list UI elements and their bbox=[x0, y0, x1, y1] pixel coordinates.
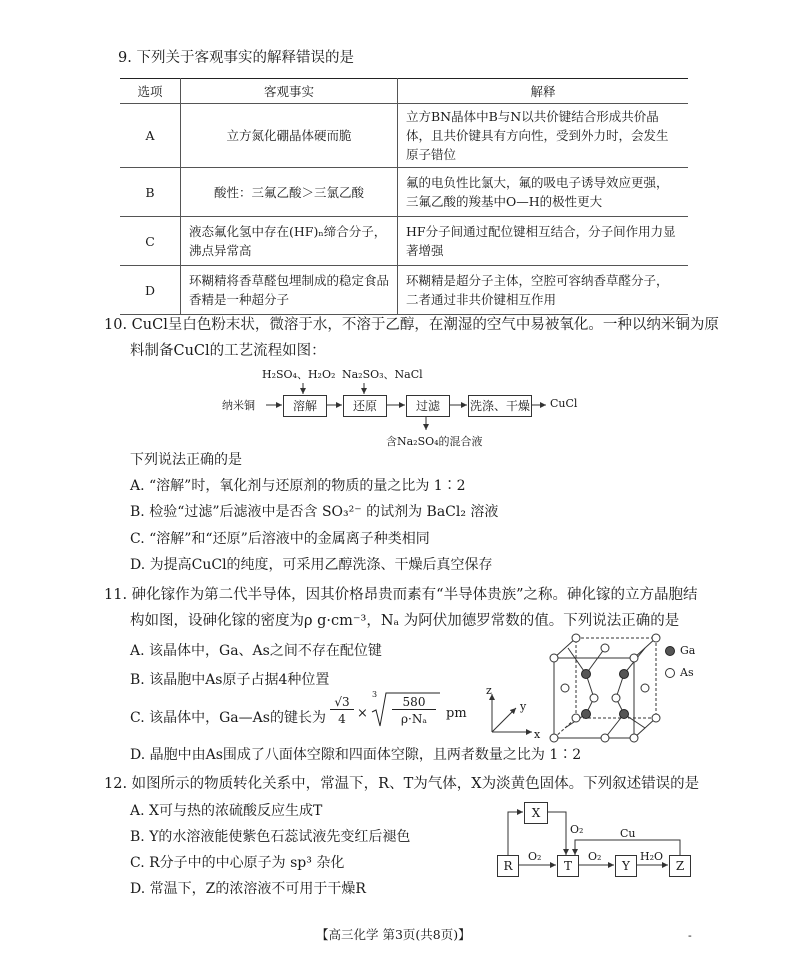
row-option: B bbox=[120, 168, 181, 217]
legend-ga-label: Ga bbox=[680, 644, 696, 657]
question-10-option-c: C. “溶解”和“还原”后溶液中的金属离子种类相同 bbox=[130, 531, 430, 547]
question-10-title-line2: 料制备CuCl的工艺流程如图： bbox=[130, 343, 326, 359]
label-o2-right: O₂ bbox=[588, 850, 602, 863]
question-10-option-a: A. “溶解”时，氧化剂与还原剂的物质的量之比为 1∶2 bbox=[130, 478, 466, 494]
header-option: 选项 bbox=[120, 79, 181, 104]
question-12-option-d: D. 常温下，Z的浓溶液不可用于干燥R bbox=[130, 881, 366, 897]
question-12-option-b: B. Y的水溶液能使紫色石蕊试液先变红后褪色 bbox=[130, 829, 411, 845]
label-cu: Cu bbox=[620, 827, 636, 840]
node-t: T bbox=[557, 855, 579, 877]
row-option: D bbox=[120, 266, 181, 315]
label-o2-left: O₂ bbox=[528, 850, 542, 863]
row-explanation: 环糊精是超分子主体，空腔可容纳香草醛分子，二者通过非共价键相互作用 bbox=[398, 266, 689, 315]
row-fact: 立方氮化硼晶体硬而脆 bbox=[181, 104, 398, 168]
flow-filtrate-label: 含Na₂SO₄的混合液 bbox=[386, 435, 483, 448]
row-option: C bbox=[120, 217, 181, 266]
row-fact: 液态氟化氢中存在(HF)ₙ缔合分子，沸点异常高 bbox=[181, 217, 398, 266]
row-fact: 环糊精将香草醛包埋制成的稳定食品香精是一种超分子 bbox=[181, 266, 398, 315]
row-explanation: 氟的电负性比氯大，氟的吸电子诱导效应更强，三氟乙酸的羧基中O—H的极性更大 bbox=[398, 168, 689, 217]
question-11-option-d: D. 晶胞中由As围成了八面体空隙和四面体空隙，且两者数量之比为 1∶2 bbox=[130, 747, 582, 763]
flow-step-dissolve: 溶解 bbox=[283, 395, 327, 417]
node-r: R bbox=[497, 855, 519, 877]
node-z: Z bbox=[669, 855, 691, 877]
label-h2o: H₂O bbox=[640, 850, 664, 863]
axis-x-label: x bbox=[534, 728, 541, 741]
header-explanation: 解释 bbox=[398, 79, 689, 104]
flow-reagent-2: Na₂SO₃、NaCl bbox=[342, 368, 423, 381]
formula-root-index: 3 bbox=[372, 690, 378, 699]
formula-fraction-denominator: 4 bbox=[338, 712, 346, 726]
question-11-option-c: C. 该晶体中，Ga—As的键长为 bbox=[130, 710, 326, 726]
question-9-title: 9. 下列关于客观事实的解释错误的是 bbox=[118, 50, 354, 66]
row-option: A bbox=[120, 104, 181, 168]
formula-times: × bbox=[357, 706, 368, 721]
question-12-option-c: C. R分子中的中心原子为 sp³ 杂化 bbox=[130, 855, 345, 871]
legend-as-label: As bbox=[680, 666, 694, 679]
question-11-title-line1: 11. 砷化镓作为第二代半导体，因其价格昂贵而素有“半导体贵族”之称。砷化镓的立方晶胞结 bbox=[104, 587, 698, 603]
flow-start-label: 纳米铜 bbox=[222, 399, 255, 412]
formula-inner-denominator: ρ·Nₐ bbox=[401, 712, 427, 726]
question-12-option-a: A. X可与热的浓硫酸反应生成T bbox=[130, 803, 323, 819]
row-explanation: HF分子间通过配位键相互结合，分子间作用力显著增强 bbox=[398, 217, 689, 266]
label-o2-up: O₂ bbox=[570, 823, 584, 836]
formula-inner-numerator: 580 bbox=[392, 695, 436, 710]
footer-mark: - bbox=[688, 929, 692, 942]
flow-end-label: CuCl bbox=[550, 397, 578, 410]
axis-z-label: z bbox=[486, 684, 492, 697]
question-10-option-d: D. 为提高CuCl的纯度，可采用乙醇洗涤、干燥后真空保存 bbox=[130, 557, 493, 573]
flow-reagent-1: H₂SO₄、H₂O₂ bbox=[262, 368, 336, 381]
question-10-option-b: B. 检验“过滤”后滤液中是否含 SO₃²⁻ 的试剂为 BaCl₂ 溶液 bbox=[130, 504, 499, 520]
page-footer: 【高三化学 第3页(共8页)】 bbox=[316, 927, 471, 942]
question-10-title-line1: 10. CuCl呈白色粉末状，微溶于水，不溶于乙醇，在潮湿的空气中易被氧化。一种以纳米铜为原 bbox=[104, 317, 719, 333]
question-12-title: 12. 如图所示的物质转化关系中，常温下，R、T为气体，X为淡黄色固体。下列叙述错误的是 bbox=[104, 776, 700, 792]
question-10-prompt: 下列说法正确的是 bbox=[130, 452, 242, 468]
row-explanation: 立方BN晶体中B与N以共价键结合形成共价晶体，且共价键具有方向性，受到外力时，会发生原子错位 bbox=[398, 104, 689, 168]
question-11-option-b: B. 该晶胞中As原子占据4种位置 bbox=[130, 672, 330, 688]
flow-step-reduce: 还原 bbox=[343, 395, 387, 417]
formula-fraction-numerator: √3 bbox=[330, 695, 354, 710]
flow-step-wash-dry: 洗涤、干燥 bbox=[468, 395, 532, 417]
question-11-option-a: A. 该晶体中，Ga、As之间不存在配位键 bbox=[130, 643, 382, 659]
header-fact: 客观事实 bbox=[181, 79, 398, 104]
row-fact: 酸性：三氟乙酸＞三氯乙酸 bbox=[181, 168, 398, 217]
flow-step-filter: 过滤 bbox=[406, 395, 450, 417]
axis-y-label: y bbox=[520, 700, 527, 713]
node-x: X bbox=[524, 802, 548, 824]
node-y: Y bbox=[615, 855, 637, 877]
formula-unit: pm bbox=[446, 706, 467, 721]
question-11-title-line2: 构如图，设砷化镓的密度为ρ g·cm⁻³，Nₐ 为阿伏加德罗常数的值。下列说法正确的是 bbox=[130, 613, 680, 629]
